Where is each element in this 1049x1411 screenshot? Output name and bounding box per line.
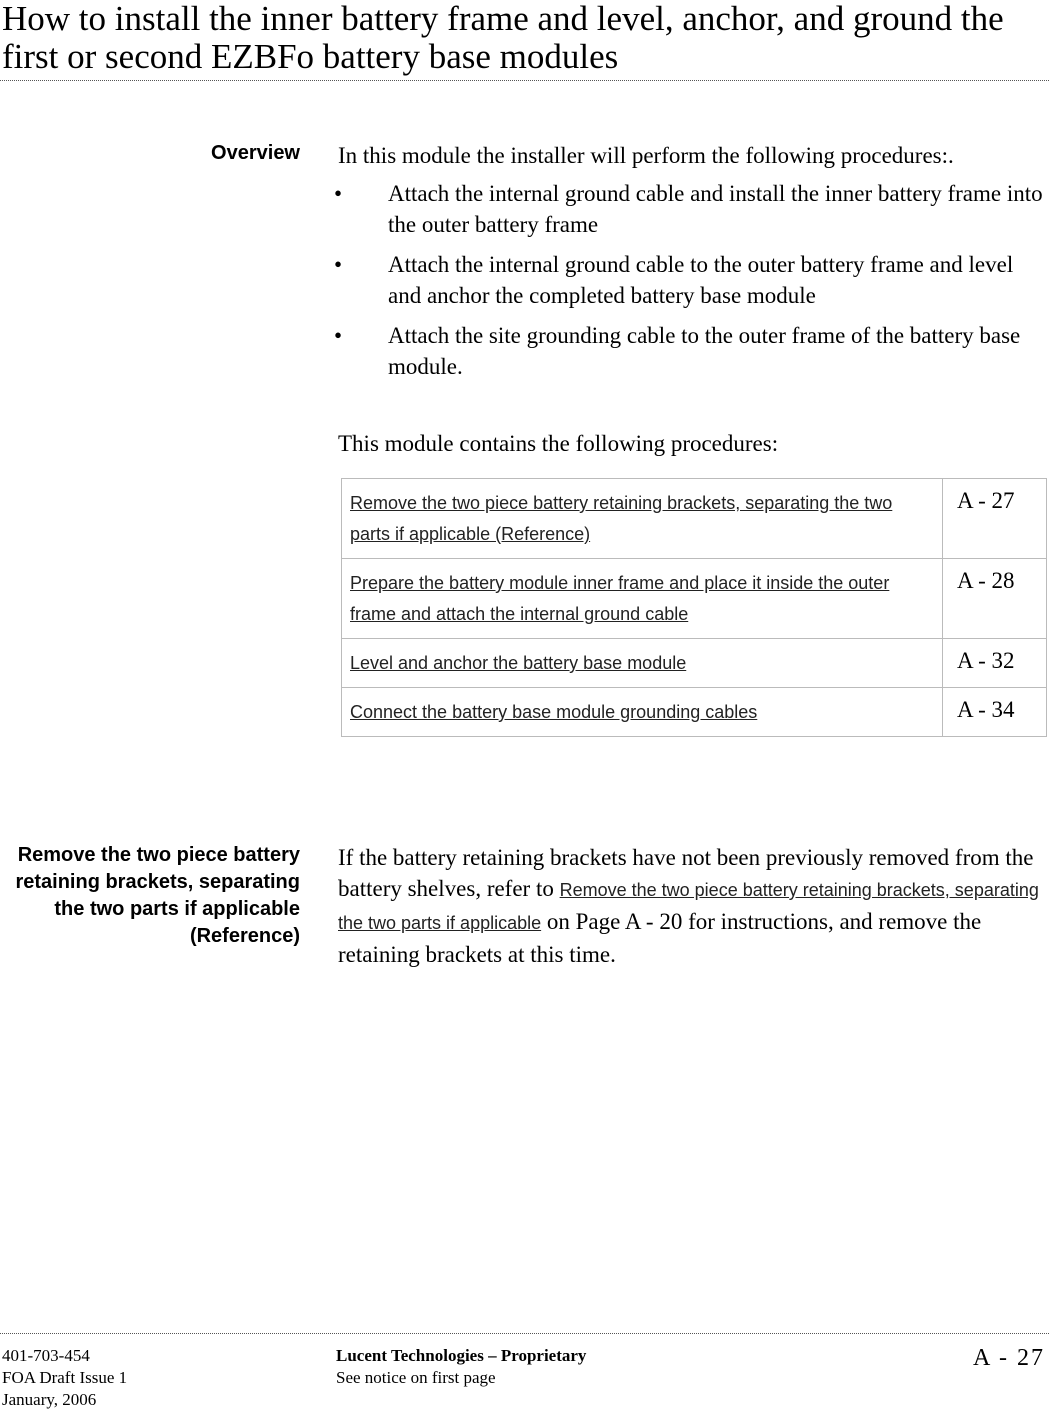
table-row (342, 639, 1047, 688)
procedure-link[interactable]: Level and anchor the battery base module (350, 653, 687, 673)
cross-reference-link[interactable]: Remove the two piece battery retaining brackets, separating the two parts if applicable (338, 880, 1039, 933)
procedure-link[interactable]: Remove the two piece battery retaining brackets, separating the two parts if applicable (Reference) (350, 493, 893, 544)
remove-section-heading: Remove the two piece battery retaining brackets, separating the two parts if applicable (Reference) (15, 844, 300, 947)
table-row (342, 688, 1047, 737)
table-row (342, 479, 1047, 559)
doc-issue: FOA Draft Issue 1 (2, 1368, 128, 1387)
bullet-icon: • (333, 323, 343, 348)
procedure-page: A - 28 (943, 559, 1047, 639)
table-row (342, 559, 1047, 639)
procedure-page: A - 32 (943, 639, 1047, 688)
page-number: A - 27 (973, 1345, 1045, 1371)
footer-doc-info (2, 1345, 127, 1411)
overview-intro: In this module the installer will perform the following procedures:. (338, 143, 954, 168)
overview-bullet-list (333, 178, 1048, 391)
header-divider (0, 80, 1049, 81)
company-name: Lucent Technologies – Proprietary (336, 1346, 587, 1365)
list-item: • Attach the internal ground cable and install the inner battery frame into the outer battery frame (338, 178, 1048, 240)
doc-number: 401-703-454 (2, 1346, 90, 1365)
doc-date: January, 2006 (2, 1390, 97, 1409)
procedures-intro: This module contains the following procedures: (338, 431, 779, 456)
proprietary-notice: See notice on first page (336, 1368, 496, 1387)
footer-company-info (336, 1345, 586, 1389)
bullet-icon: • (333, 181, 343, 206)
bullet-icon: • (333, 252, 343, 277)
procedure-link[interactable]: Prepare the battery module inner frame and place it inside the outer frame and attach the internal ground cable (350, 573, 890, 624)
page-title: How to install the inner battery frame and level, anchor, and ground the first or second EZBFo battery base modules (2, 0, 1004, 76)
procedures-table (341, 478, 1047, 737)
procedure-page: A - 34 (943, 688, 1047, 737)
footer-divider (0, 1333, 1049, 1334)
list-item: • Attach the internal ground cable to the outer battery frame and level and anchor the completed battery base module (338, 249, 1048, 311)
overview-heading: Overview (211, 142, 300, 164)
procedure-link[interactable]: Connect the battery base module grounding cables (350, 702, 758, 722)
list-item: • Attach the site grounding cable to the outer frame of the battery base module. (338, 320, 1048, 382)
procedure-page: A - 27 (943, 479, 1047, 559)
remove-section-text: If the battery retaining brackets have not been previously removed from the battery shelves, refer to Remove the two piece battery retaining brackets, separating the two parts if applicable on Page A - 20 for instructions, and remove the retaining brackets at this time. (338, 845, 1039, 967)
